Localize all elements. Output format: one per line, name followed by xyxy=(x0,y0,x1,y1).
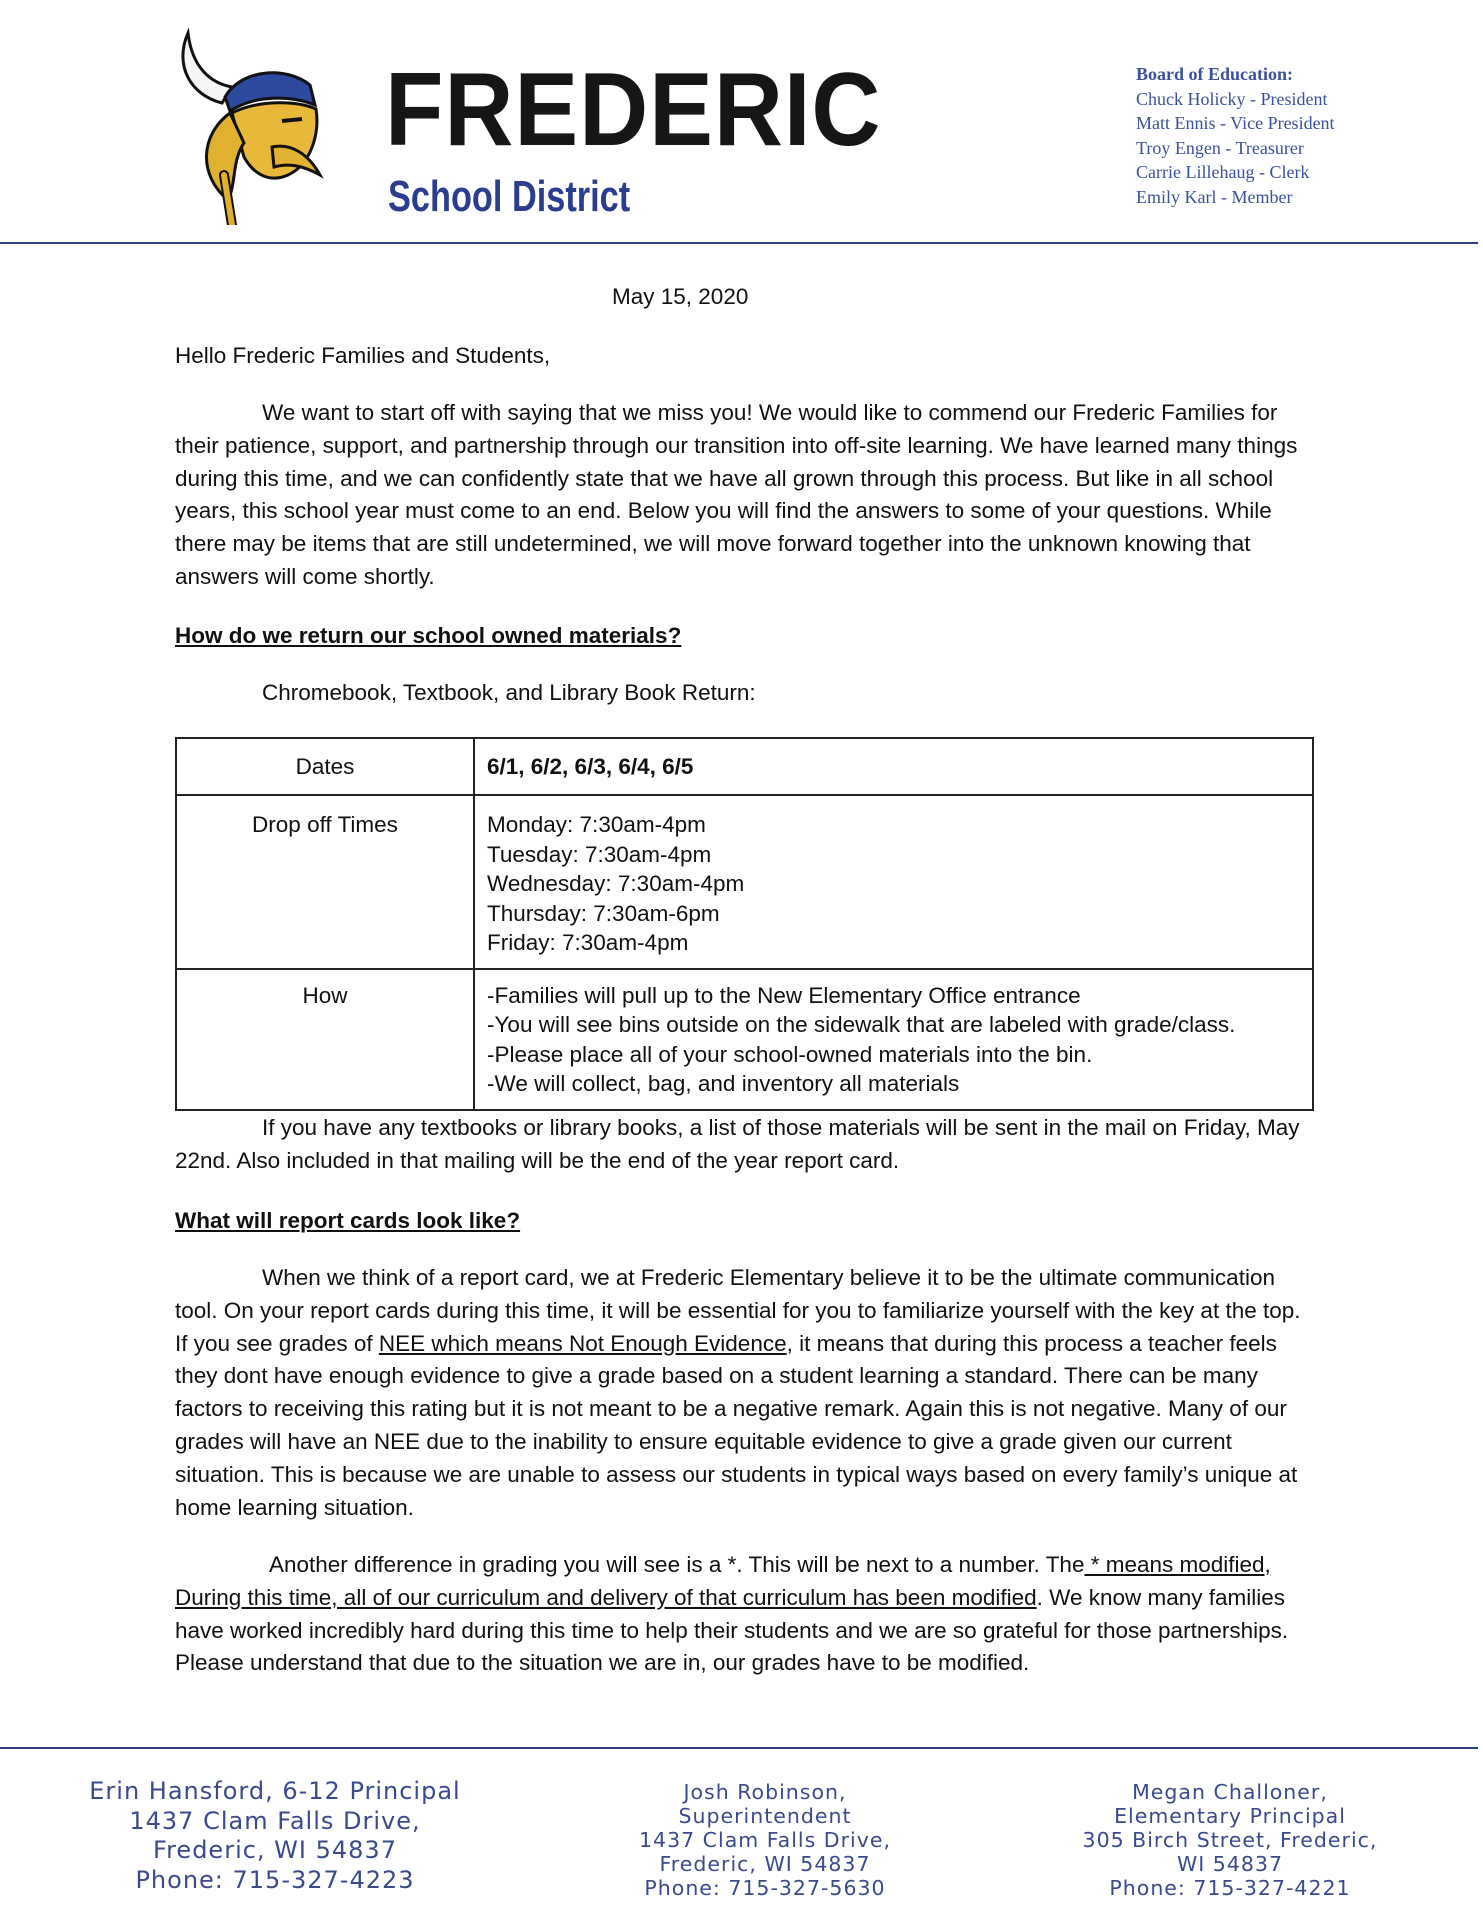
footer-line: Elementary Principal xyxy=(1114,1804,1346,1828)
modified-text-before: Another difference in grading you will see is a *. This will be next to a number. The xyxy=(269,1552,1085,1577)
board-member: Chuck Holicky - President xyxy=(1136,88,1328,109)
intro-paragraph: We want to start off with saying that we miss you! We would like to commend our Frederic Families for their patience, support, and partnership through our transition into off-site learning. We have learned many things during this time, and we can confidently state that we have all grown through this process. But like in all school years, this school year must come to an end. Below you will find the answers to some of your questions. While there may be items that are still undetermined, we will move forward together into the unknown knowing that answers will come shortly. xyxy=(175,400,1298,589)
board-of-education xyxy=(1136,62,1335,209)
how-line: -Please place all of your school-owned materials into the bin. xyxy=(487,1041,1093,1067)
time-line: Friday: 7:30am-4pm xyxy=(487,930,689,955)
footer-divider xyxy=(0,1747,1478,1749)
footer-line: Superintendent xyxy=(678,1804,852,1828)
footer-line: 305 Birch Street, Frederic, xyxy=(1082,1828,1378,1852)
district-subtitle: School District xyxy=(388,172,631,221)
how-line: -Families will pull up to the New Elementary Office entrance xyxy=(487,982,1081,1008)
table-row xyxy=(176,969,1313,1110)
dates-value: 6/1, 6/2, 6/3, 6/4, 6/5 xyxy=(474,738,1313,795)
letter-greeting: Hello Frederic Families and Students, xyxy=(175,343,551,368)
time-line: Wednesday: 7:30am-4pm xyxy=(487,871,745,896)
board-title: Board of Education: xyxy=(1136,64,1294,84)
footer-line: 1437 Clam Falls Drive, xyxy=(129,1806,421,1835)
drop-off-times-value xyxy=(474,795,1313,969)
how-line: -You will see bins outside on the sidewalk that are labeled with grade/class. xyxy=(487,1012,1236,1037)
footer-line: Phone: 715-327-4221 xyxy=(1109,1876,1351,1900)
board-member: Troy Engen - Treasurer xyxy=(1136,137,1304,158)
how-label: How xyxy=(176,969,474,1110)
modified-grades-paragraph xyxy=(175,1549,1315,1680)
board-member: Carrie Lillehaug - Clerk xyxy=(1136,162,1310,182)
footer-line: Frederic, WI 54837 xyxy=(153,1836,397,1864)
footer-contact-challoner xyxy=(1020,1780,1440,1900)
time-line: Monday: 7:30am-4pm xyxy=(487,812,706,837)
nee-text-after: , it means that during this process a teacher feels they dont have enough evidence to give a grade based on a student learning a standard. There can be many factors to receiving this rating but it is not meant to be a negative remark. Again this is not negative. Many of our grades will have an NEE due to the inability to ensure equitable evidence to give a grade given our current situation. This is because we are unable to assess our students in typical ways based on every family’s unique at home learning situation. xyxy=(175,1330,1298,1520)
footer-line: WI 54837 xyxy=(1176,1852,1284,1876)
return-label: Chromebook, Textbook, and Library Book Return: xyxy=(262,680,756,705)
district-title: FREDERIC xyxy=(385,52,882,168)
board-member: Emily Karl - Member xyxy=(1136,186,1293,207)
footer-line: 1437 Clam Falls Drive, xyxy=(639,1828,891,1852)
footer-line: Megan Challoner, xyxy=(1132,1780,1328,1804)
viking-logo xyxy=(170,25,335,225)
time-line: Thursday: 7:30am-6pm xyxy=(487,900,720,926)
how-value xyxy=(474,969,1313,1110)
footer-contact-hansford xyxy=(45,1777,505,1895)
dates-label: Dates xyxy=(176,738,474,795)
footer-line: Erin Hansford, 6-12 Principal xyxy=(89,1777,461,1805)
report-card-paragraph xyxy=(175,1262,1315,1524)
header-divider xyxy=(0,242,1478,244)
table-row xyxy=(176,738,1313,795)
nee-text-before: When we think of a report card, we at Frederic Elementary believe it to be the ultimate communication tool. On your report cards during this time, it will be essential for you to familiarize yourself with the key at the top. If you see grades of xyxy=(175,1265,1301,1356)
nee-definition: NEE which means Not Enough Evidence xyxy=(378,1330,787,1356)
footer-line: Frederic, WI 54837 xyxy=(659,1852,871,1876)
footer-line: Josh Robinson, xyxy=(683,1780,847,1804)
letter-date: May 15, 2020 xyxy=(612,284,749,309)
time-line: Tuesday: 7:30am-4pm xyxy=(487,841,712,867)
modified-text-after: . We know many families have worked incredibly hard during this time to help their students and we are so grateful for those partnerships. Please understand that due to the situation we are in, our grades have to be modified. xyxy=(175,1584,1289,1676)
mailing-paragraph: If you have any textbooks or library books, a list of those materials will be sent in the mail on Friday, May 22nd. Also included in that mailing will be the end of the year report card. xyxy=(175,1115,1300,1173)
how-line: -We will collect, bag, and inventory all materials xyxy=(487,1071,960,1096)
report-cards-heading: What will report cards look like? xyxy=(175,1208,521,1233)
footer-line: Phone: 715-327-5630 xyxy=(644,1876,886,1900)
modified-definition: * means modified, During this time, all of our curriculum and delivery of that curriculum has been modified xyxy=(175,1552,1271,1610)
board-member: Matt Ennis - Vice President xyxy=(1136,113,1335,133)
drop-off-times-label: Drop off Times xyxy=(176,795,474,969)
table-row xyxy=(176,795,1313,969)
return-schedule-table xyxy=(175,737,1314,1111)
footer-contact-robinson xyxy=(575,1780,955,1900)
return-materials-heading: How do we return our school owned materials? xyxy=(175,623,682,648)
footer-line: Phone: 715-327-4223 xyxy=(135,1865,415,1894)
